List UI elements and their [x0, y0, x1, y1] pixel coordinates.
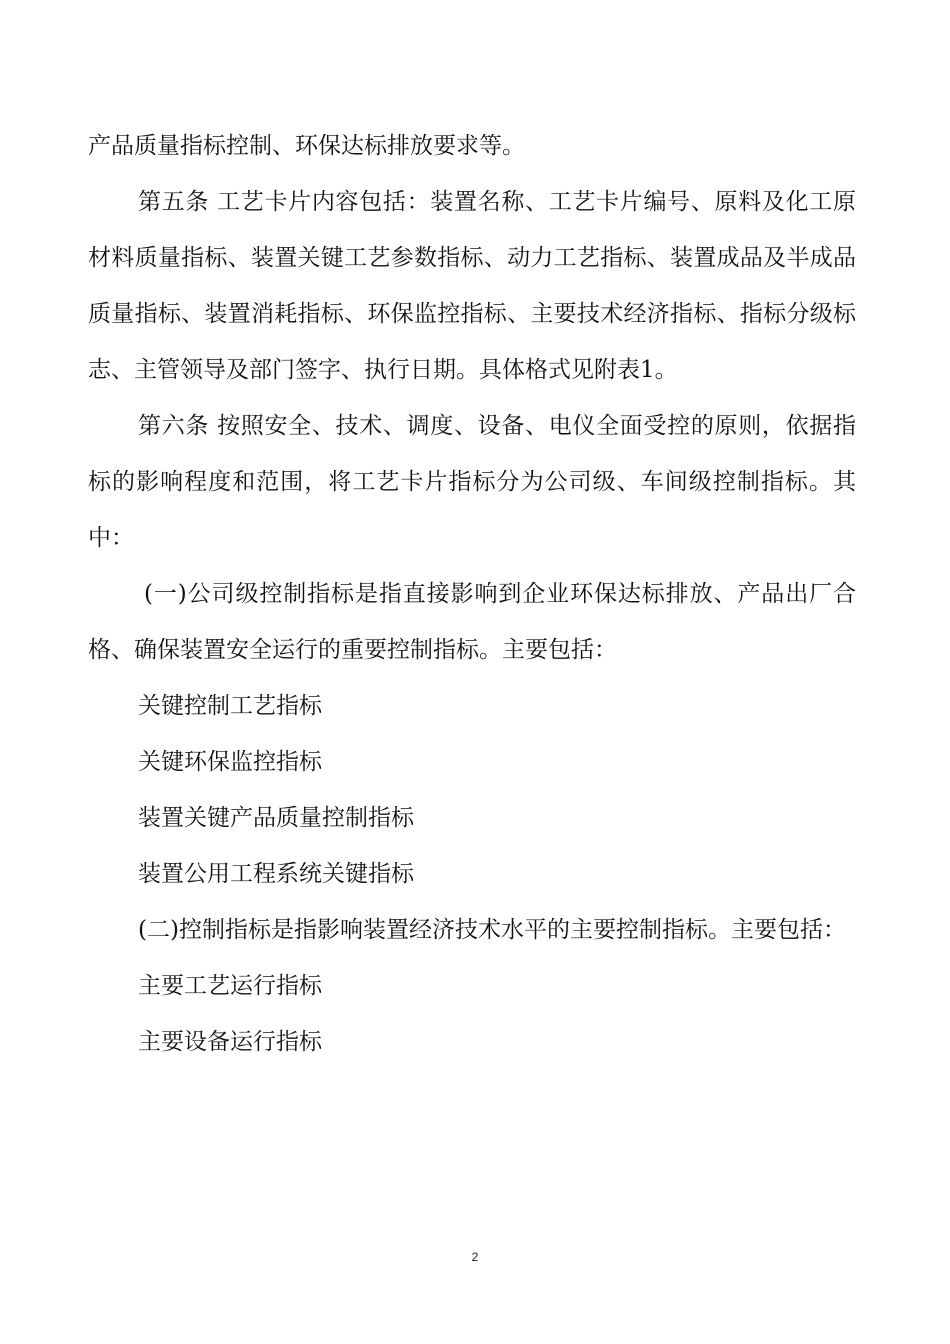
page-number: 2 [471, 1250, 479, 1264]
list-item: 装置公用工程系统关键指标 [138, 861, 414, 887]
list-item: 关键控制工艺指标 [138, 693, 322, 719]
document-body [88, 118, 856, 1070]
paragraph-company-level: (一)公司级控制指标是指直接影响到企业环保达标排放、产品出厂合格、确保装置安全运行的重要控制指标。主要包括： [88, 581, 856, 663]
list-item: 关键环保监控指标 [138, 749, 322, 775]
list-item: 主要工艺运行指标 [138, 973, 322, 999]
paragraph-control-indicators: (二)控制指标是指影响装置经济技术水平的主要控制指标。主要包括： [138, 917, 846, 943]
list-item: 装置关键产品质量控制指标 [138, 805, 414, 831]
paragraph-continuation: 产品质量指标控制、环保达标排放要求等。 [88, 133, 525, 159]
paragraph-article-5: 第五条 工艺卡片内容包括：装置名称、工艺卡片编号、原料及化工原材料质量指标、装置关键工艺参数指标、动力工艺指标、装置成品及半成品质量指标、装置消耗指标、环保监控指标、主要技术经济指标、指标分级标志、主管领导及部门签字、执行日期。具体格式见附表1。 [88, 189, 856, 383]
paragraph-article-6: 第六条 按照安全、技术、调度、设备、电仪全面受控的原则，依据指标的影响程度和范围，将工艺卡片指标分为公司级、车间级控制指标。其中： [88, 413, 856, 551]
list-item: 主要设备运行指标 [138, 1029, 322, 1055]
